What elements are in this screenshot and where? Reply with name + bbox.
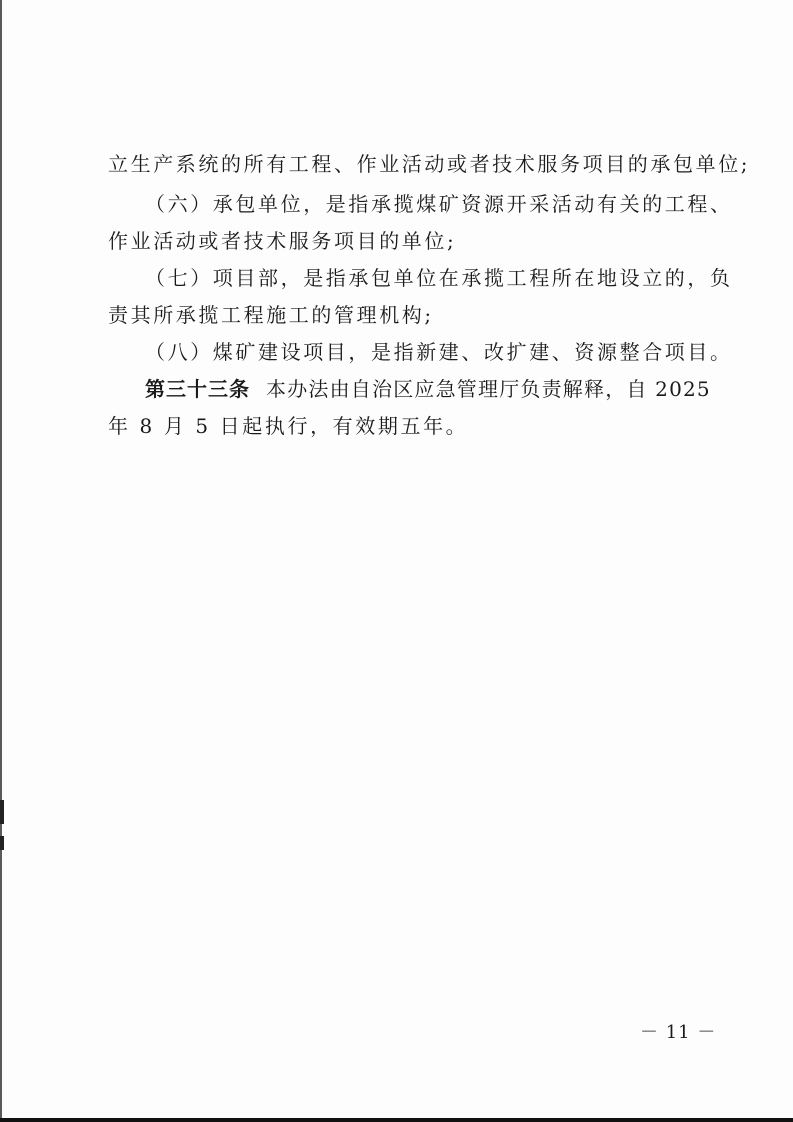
- text-line-1: 立生产系统的所有工程、作业活动或者技术服务项目的承包单位;: [108, 152, 751, 176]
- scan-edge-left: [0, 0, 2, 1122]
- article-33-text: 本办法由自治区应急管理厅负责解释，自 2025: [266, 377, 711, 401]
- text-line-2: （六）承包单位，是指承揽煤矿资源开采活动有关的工程、: [145, 192, 733, 216]
- page-number: － 11 －: [640, 1022, 717, 1043]
- text-line-6: （八）煤矿建设项目，是指新建、改扩建、资源整合项目。: [145, 340, 733, 364]
- article-33-line: [145, 375, 711, 403]
- article-33-heading: 第三十三条: [145, 377, 250, 401]
- text-line-3: 作业活动或者技术服务项目的单位;: [108, 229, 457, 253]
- text-line-4: （七）项目部，是指承包单位在承揽工程所在地设立的，负: [145, 266, 733, 290]
- scan-edge-bottom: [0, 1118, 793, 1122]
- scan-mark: [0, 800, 4, 824]
- text-line-5: 责其所承揽工程施工的管理机构;: [108, 303, 434, 327]
- text-line-7: 年 8 月 5 日起执行，有效期五年。: [108, 414, 469, 438]
- scan-mark: [0, 836, 4, 850]
